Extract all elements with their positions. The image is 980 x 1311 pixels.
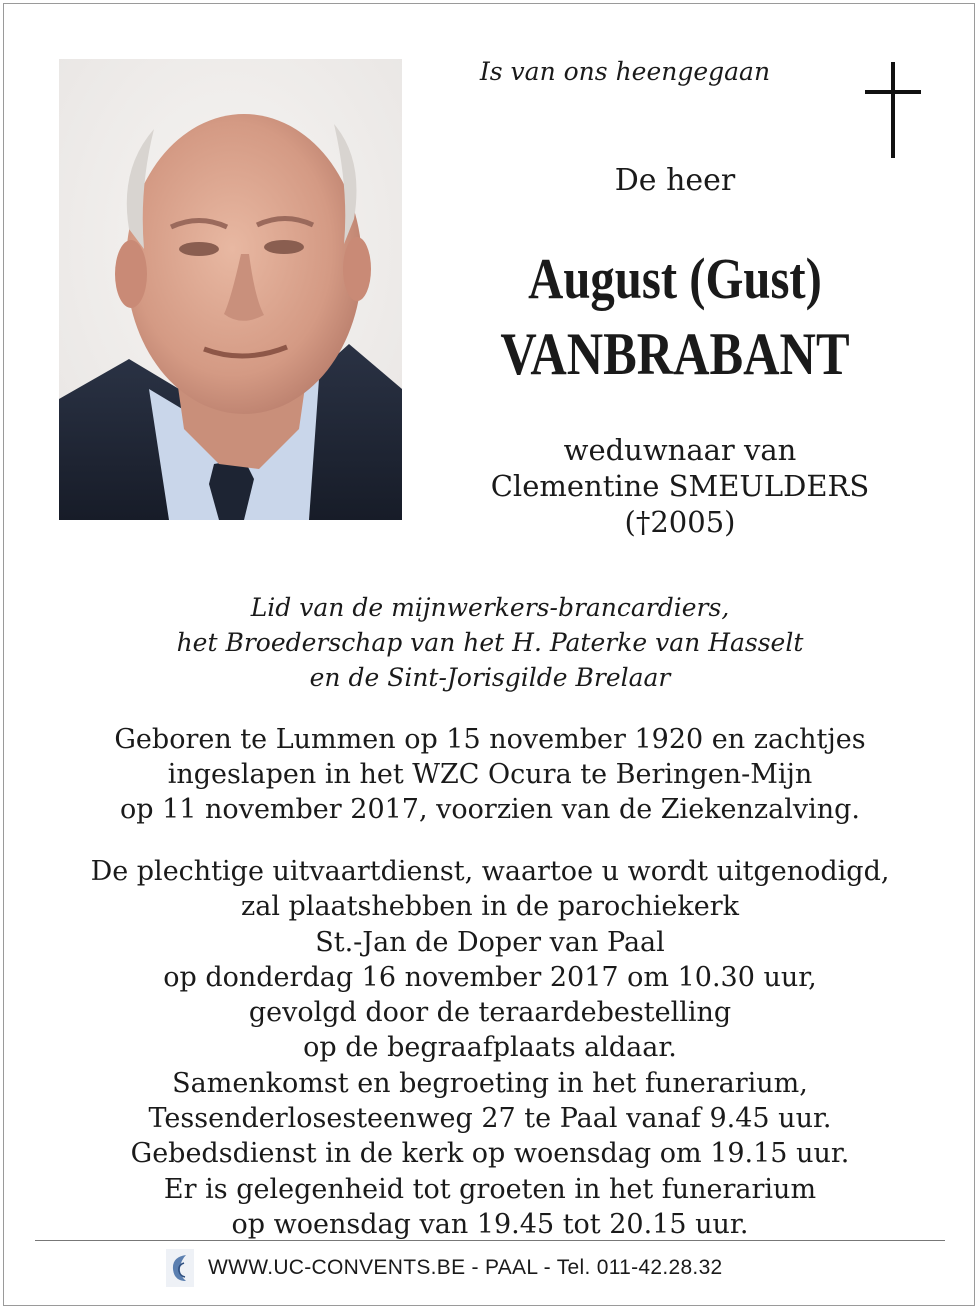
intro-text: Is van ons heengegaan bbox=[479, 57, 771, 86]
service-line: St.-Jan de Doper van Paal bbox=[315, 926, 665, 958]
spouse-death-year: (†2005) bbox=[624, 505, 736, 539]
footer-contact: WWW.UC-CONVENTS.BE - PAAL - Tel. 011-42.28.32 bbox=[208, 1256, 723, 1279]
service-line: op woensdag van 19.45 tot 20.15 uur. bbox=[231, 1208, 749, 1240]
service-line: Tessenderlosesteenweg 27 te Paal vanaf 9.45 uur. bbox=[148, 1103, 832, 1135]
birth-death-block bbox=[20, 722, 960, 827]
service-line: op donderdag 16 november 2017 om 10.30 uur, bbox=[163, 961, 817, 993]
membership-line: het Broederschap van het H. Paterke van Hasselt bbox=[176, 628, 804, 657]
salutation: De heer bbox=[614, 163, 736, 198]
birth-line: Geboren te Lummen op 15 november 1920 en zachtjes bbox=[114, 724, 866, 755]
membership-block bbox=[40, 590, 940, 695]
cross-icon bbox=[865, 62, 921, 158]
deceased-name-last: VANBRABANT bbox=[500, 321, 850, 387]
service-line: Samenkomst en begroeting in het funerarium, bbox=[172, 1067, 808, 1099]
spouse-block bbox=[430, 432, 930, 540]
service-line: Gebedsdienst in de kerk op woensdag om 19.15 uur. bbox=[130, 1138, 850, 1170]
spouse-name: Clementine SMEULDERS bbox=[490, 469, 870, 503]
spouse-line: weduwnaar van bbox=[563, 433, 797, 467]
service-line: De plechtige uitvaartdienst, waartoe u wordt uitgenodigd, bbox=[90, 856, 890, 887]
membership-line: en de Sint-Jorisgilde Brelaar bbox=[309, 663, 671, 692]
birth-line: ingeslapen in het WZC Ocura te Beringen-Mijn bbox=[167, 759, 813, 790]
service-line: gevolgd door de teraardebestelling bbox=[248, 997, 732, 1029]
service-line: zal plaatshebben in de parochiekerk bbox=[241, 891, 739, 923]
birth-line: op 11 november 2017, voorzien van de Ziekenzalving. bbox=[119, 794, 861, 825]
service-line: Er is gelegenheid tot groeten in het funerarium bbox=[163, 1173, 817, 1205]
funeral-home-logo-icon bbox=[166, 1249, 194, 1287]
portrait-photo bbox=[59, 59, 402, 520]
membership-line: Lid van de mijnwerkers-brancardiers, bbox=[250, 593, 730, 622]
footer-divider bbox=[35, 1240, 945, 1241]
deceased-name-first: August (Gust) bbox=[528, 246, 822, 311]
service-block bbox=[20, 854, 960, 1242]
footer bbox=[166, 1248, 723, 1288]
service-line: op de begraafplaats aldaar. bbox=[303, 1032, 677, 1064]
